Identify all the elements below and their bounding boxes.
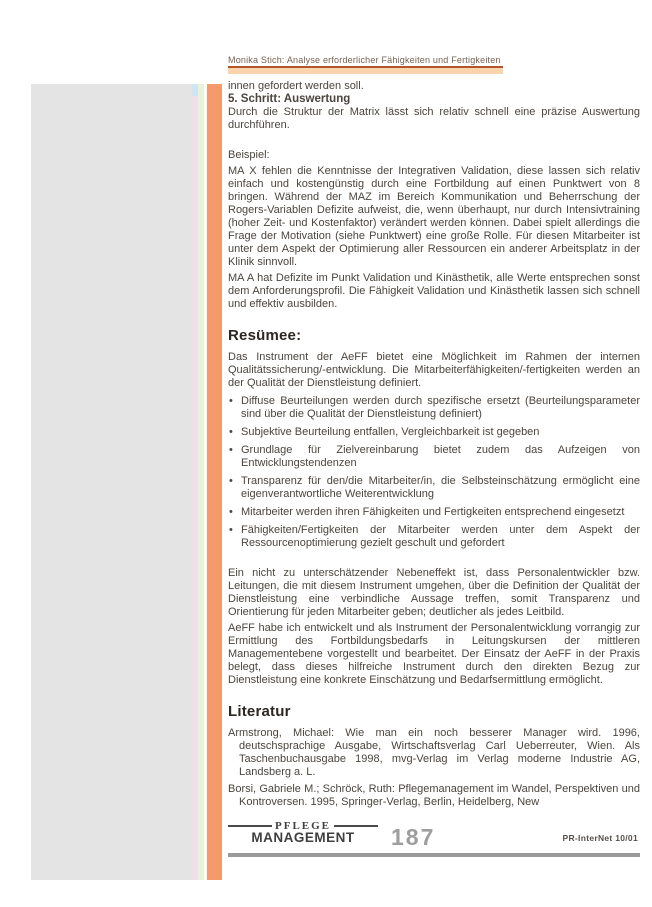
step-text: Durch die Struktur der Matrix lässt sich relativ schnell eine präzise Auswertung durchführen.: [228, 106, 640, 131]
running-head-highlight: [228, 68, 503, 74]
example-paragraph-2: MA A hat Defizite im Punkt Validation und Kinästhetik, alle Werte entsprechen sonst dem Anforderungsprofil. Die Fähigkeit Validation und Kinästhetik lassen sich schnell und effektiv ausbilden.: [228, 272, 640, 310]
page-number: 187: [391, 824, 436, 850]
bullet-item: • Fähigkeiten/Fertigkeiten der Mitarbeiter werden unter dem Aspekt der Ressourcenoptimierung gezielt geschult und gefordert: [228, 524, 640, 550]
continuation-line: innen gefordert werden soll.: [228, 80, 364, 92]
pflege-management-logo: [228, 820, 378, 845]
left-margin-gray-panel: [31, 84, 192, 880]
footer-rule: [228, 853, 640, 857]
bullet-item: • Transparenz für den/die Mitarbeiter/in, die Selbsteinschätzung ermöglicht eine eigenverantwortliche Weiterentwicklung: [228, 475, 640, 501]
running-head-text: Monika Stich: Analyse erforderlicher Fähigkeiten und Fertigkeiten: [228, 55, 501, 65]
logo-word-pflege: PFLEGE: [275, 820, 332, 832]
main-text-column: [228, 80, 640, 809]
orange-accent-bar: [207, 84, 222, 880]
closing-paragraph-2: AeFF habe ich entwickelt und als Instrument der Personalentwicklung vorrangig zur Ermittlung des Fortbildungsbedarfs in Leitungskursen der mittleren Managementebene vorgestellt und bearbeitet. Der Einsatz der AeFF in der Praxis belegt, dass dieses hilfreiche Instrument durch den direkten Bezug zur Dienstleistung eine konkrete Einschätzung und Bedarfsermittlung ermöglicht.: [228, 622, 640, 686]
literature-heading: Literatur: [228, 703, 291, 720]
example-label: Beispiel:: [228, 149, 270, 161]
scan-strip-green: [198, 84, 204, 880]
bullet-item: • Subjektive Beurteilung entfallen, Vergleichbarkeit ist gegeben: [228, 426, 640, 439]
page-footer: [228, 818, 640, 860]
example-paragraph-1: MA X fehlen die Kenntnisse der Integrativen Validation, diese lassen sich relativ einfach und kostengünstig durch eine Fortbildung auf einen Punktwert von 8 bringen. Während der MAZ im Bereich Kommunikation und Beherrschung der Rogers-Variablen Defizite aufweist, die, wenn überhaupt, nur durch Intensivtraining (hoher Zeit- und Kostenfaktor) verändert werden können. Dabei spielt allerdings die Frage der Motivation (siehe Punktwert) eine große Rolle. Für diesen Mitarbeiter ist unter dem Aspekt der Optimierung aller Ressourcen ein anderer Arbeitsplatz in der Klinik sinnvoll.: [228, 165, 640, 268]
logo-word-management: MANAGEMENT: [251, 830, 355, 845]
step-heading: 5. Schritt: Auswertung: [228, 93, 351, 105]
bullet-item: • Grundlage für Zielvereinbarung bietet zudem das Aufzeigen von Entwicklungstendenzen: [228, 444, 640, 470]
bullet-item: • Mitarbeiter werden ihren Fähigkeiten und Fertigkeiten entsprechend eingesetzt: [228, 506, 640, 519]
journal-issue-label: PR-InterNet 10/01: [562, 833, 638, 843]
logo-rule-right: [334, 825, 378, 827]
bullet-item: • Diffuse Beurteilungen werden durch spezifische ersetzt (Beurteilungsparameter sind über die Qualität der Dienstleistung definiert): [228, 395, 640, 421]
reference-entry: Borsi, Gabriele M.; Schröck, Ruth: Pflegemanagement im Wandel, Perspektiven und Kontroversen. 1995, Springer-Verlag, Berlin, Heidelberg, New: [228, 783, 640, 808]
reference-entry: Armstrong, Michael: Wie man ein noch besserer Manager wird. 1996, deutschsprachige Ausgabe, Wirtschaftsverlag Carl Ueberreuter, Wien. Als Taschenbuchausgabe 1998, mvg-Verlag im Verlag moderne Industrie AG, Landsberg a. L.: [228, 727, 640, 778]
resume-bullet-list: [228, 395, 640, 550]
resume-intro: Das Instrument der AeFF bietet eine Möglichkeit im Rahmen der internen Qualitätssicherung/-entwicklung. Die Mitarbeiterfähigkeiten/-fertigkeiten werden an der Qualität der Dienstleistung definiert.: [228, 351, 640, 389]
logo-rule-left: [228, 825, 272, 827]
reference-list: [228, 727, 640, 809]
resume-heading: Resümee:: [228, 327, 302, 344]
running-head: [228, 55, 503, 74]
closing-paragraph-1: Ein nicht zu unterschätzender Nebeneffekt ist, dass Personalentwickler bzw. Leitungen, die mit diesem Instrument umgehen, über die Definition der Qualität der Dienstleistung eine verbindliche Aussage treffen, somit Transparenz und Orientierung für jeden Mitarbeiter geben; deutlicher als jedes Leitbild.: [228, 567, 640, 618]
